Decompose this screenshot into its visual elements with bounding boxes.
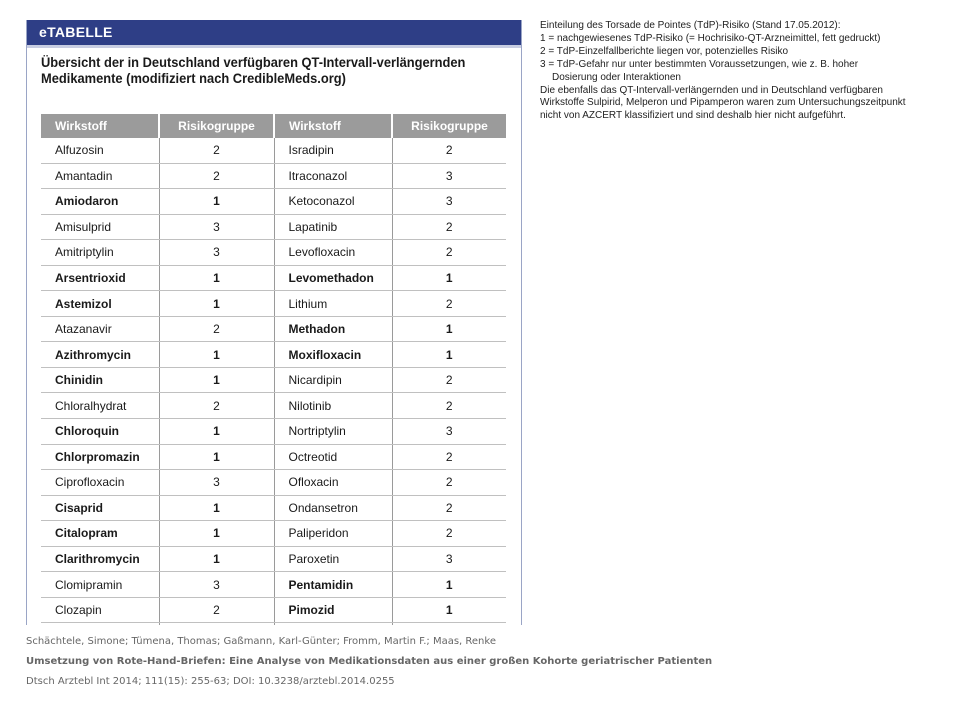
risk-group-cell: 1	[159, 419, 274, 445]
drug-name-cell: Nilotinib	[274, 393, 392, 419]
table-row	[41, 240, 506, 266]
risk-group-cell	[392, 623, 506, 625]
table-row	[41, 546, 506, 572]
table-header-row	[41, 114, 506, 138]
legend-line: 2 = TdP-Einzelfallberichte liegen vor, potenzielles Risiko	[540, 45, 789, 57]
column-header: Wirkstoff	[274, 114, 392, 138]
drug-name-cell: Arsentrioxid	[41, 265, 159, 291]
risk-group-cell: 1	[392, 597, 506, 623]
table-row	[41, 444, 506, 470]
table-row	[41, 265, 506, 291]
brand-divider	[27, 45, 521, 48]
legend-line: 1 = nachgewiesenes TdP-Risiko (= Hochrisiko-QT-Arzneimittel, fett gedruckt)	[540, 32, 881, 44]
risk-group-cell: 1	[392, 265, 506, 291]
drug-name-cell: Chinidin	[41, 367, 159, 393]
risk-group-cell: 3	[159, 214, 274, 240]
risk-group-cell: 2	[392, 495, 506, 521]
drug-name-cell: Amitriptylin	[41, 240, 159, 266]
risk-group-cell: 2	[392, 470, 506, 496]
table-row	[41, 163, 506, 189]
drug-name-cell: Azithromycin	[41, 342, 159, 368]
risk-group-cell: 3	[159, 240, 274, 266]
drug-name-cell: Clozapin	[41, 597, 159, 623]
table-panel	[26, 20, 522, 625]
table-row	[41, 342, 506, 368]
risk-group-cell: 1	[392, 342, 506, 368]
table-row	[41, 623, 506, 625]
drug-name-cell: Chlorpromazin	[41, 444, 159, 470]
brand-bar	[27, 20, 521, 45]
risk-group-cell: 3	[159, 572, 274, 598]
risk-group-cell: 2	[392, 214, 506, 240]
risk-group-cell: 1	[159, 291, 274, 317]
drug-name-cell: Clomipramin	[41, 572, 159, 598]
column-header: Wirkstoff	[41, 114, 159, 138]
risk-group-cell: 1	[159, 521, 274, 547]
brand-label: eTABELLE	[39, 24, 113, 40]
risk-group-cell: 2	[159, 163, 274, 189]
table-row	[41, 393, 506, 419]
risk-group-cell: 1	[159, 367, 274, 393]
risk-group-cell: 2	[392, 521, 506, 547]
legend-line: Dosierung oder Interaktionen	[552, 71, 681, 83]
table-row	[41, 495, 506, 521]
drug-name-cell	[41, 623, 159, 625]
risk-group-cell: 1	[392, 572, 506, 598]
risk-group-cell: 3	[392, 419, 506, 445]
risk-group-cell: 2	[159, 597, 274, 623]
risk-group-cell: 2	[392, 138, 506, 163]
table-row	[41, 214, 506, 240]
drug-name-cell: Lapatinib	[274, 214, 392, 240]
legend-line: 3 = TdP-Gefahr nur unter bestimmten Voraussetzungen, wie z. B. hoher	[540, 58, 859, 70]
drug-name-cell: Amiodaron	[41, 189, 159, 215]
drug-name-cell: Ondansetron	[274, 495, 392, 521]
citation-authors: Schächtele, Simone; Tümena, Thomas; Gaßmann, Karl-Günter; Fromm, Martin F.; Maas, Renke	[26, 636, 496, 647]
risk-group-cell: 3	[392, 163, 506, 189]
table-title	[41, 54, 473, 86]
drug-name-cell: Amantadin	[41, 163, 159, 189]
drug-name-cell: Amisulprid	[41, 214, 159, 240]
drug-name-cell: Cisaprid	[41, 495, 159, 521]
drug-name-cell: Methadon	[274, 316, 392, 342]
drug-name-cell: Ketoconazol	[274, 189, 392, 215]
drug-table	[41, 114, 506, 625]
table-row	[41, 189, 506, 215]
table-row	[41, 572, 506, 598]
risk-group-cell: 3	[392, 189, 506, 215]
risk-group-cell: 1	[159, 265, 274, 291]
risk-group-cell: 1	[159, 342, 274, 368]
drug-name-cell: Nortriptylin	[274, 419, 392, 445]
drug-name-cell: Chloroquin	[41, 419, 159, 445]
drug-name-cell: Alfuzosin	[41, 138, 159, 163]
drug-name-cell: Isradipin	[274, 138, 392, 163]
drug-name-cell: Lithium	[274, 291, 392, 317]
risk-group-cell: 1	[392, 316, 506, 342]
risk-group-cell: 1	[159, 546, 274, 572]
citation	[26, 636, 946, 696]
drug-name-cell	[274, 623, 392, 625]
risk-group-cell: 3	[159, 470, 274, 496]
citation-source: Dtsch Arztebl Int 2014; 111(15): 255-63; DOI: 10.3238/arztebl.2014.0255	[26, 676, 395, 687]
table-row	[41, 521, 506, 547]
drug-rows	[41, 138, 506, 625]
drug-name-cell: Itraconazol	[274, 163, 392, 189]
risk-group-cell: 2	[159, 316, 274, 342]
citation-title: Umsetzung von Rote-Hand-Briefen: Eine Analyse von Medikationsdaten aus einer großen Kohorte geriatrischer Patienten	[26, 656, 713, 667]
drug-name-cell: Atazanavir	[41, 316, 159, 342]
drug-name-cell: Nicardipin	[274, 367, 392, 393]
column-header: Risikogruppe	[392, 114, 506, 138]
table-row	[41, 291, 506, 317]
drug-name-cell: Citalopram	[41, 521, 159, 547]
drug-name-cell: Astemizol	[41, 291, 159, 317]
drug-name-cell: Levofloxacin	[274, 240, 392, 266]
risk-group-cell: 2	[392, 240, 506, 266]
risk-group-cell: 1	[159, 189, 274, 215]
table-title-line: Übersicht der in Deutschland verfügbaren QT-Intervall-verlängernden	[41, 54, 466, 70]
drug-name-cell: Moxifloxacin	[274, 342, 392, 368]
legend-notes	[540, 20, 950, 123]
risk-group-cell: 2	[392, 367, 506, 393]
risk-group-cell: 2	[159, 393, 274, 419]
risk-group-cell: 2	[392, 393, 506, 419]
risk-group-cell: 1	[159, 444, 274, 470]
drug-name-cell: Paroxetin	[274, 546, 392, 572]
legend-line: Wirkstoffe Sulpirid, Melperon und Pipamperon waren zum Untersuchungszeitpunkt	[540, 97, 906, 109]
table-row	[41, 316, 506, 342]
table-title-line: Medikamente (modifiziert nach CredibleMeds.org)	[41, 70, 346, 86]
drug-name-cell: Chloralhydrat	[41, 393, 159, 419]
risk-group-cell: 3	[392, 546, 506, 572]
column-header: Risikogruppe	[159, 114, 274, 138]
drug-name-cell: Ofloxacin	[274, 470, 392, 496]
legend-line: Einteilung des Torsade de Pointes (TdP)-Risiko (Stand 17.05.2012):	[540, 20, 841, 31]
legend-line: nicht von AZCERT klassifiziert und sind deshalb hier nicht aufgeführt.	[540, 110, 846, 122]
drug-name-cell: Levomethadon	[274, 265, 392, 291]
drug-name-cell: Paliperidon	[274, 521, 392, 547]
table-row	[41, 367, 506, 393]
risk-group-cell: 2	[392, 444, 506, 470]
table-row	[41, 597, 506, 623]
drug-name-cell: Clarithromycin	[41, 546, 159, 572]
legend-line: Die ebenfalls das QT-Intervall-verlängernden und in Deutschland verfügbaren	[540, 84, 883, 96]
drug-name-cell: Pimozid	[274, 597, 392, 623]
table-row	[41, 419, 506, 445]
risk-group-cell: 1	[159, 495, 274, 521]
risk-group-cell	[159, 623, 274, 625]
drug-name-cell: Octreotid	[274, 444, 392, 470]
table-row	[41, 470, 506, 496]
drug-name-cell: Ciprofloxacin	[41, 470, 159, 496]
table-row	[41, 138, 506, 163]
drug-name-cell: Pentamidin	[274, 572, 392, 598]
risk-group-cell: 2	[159, 138, 274, 163]
risk-group-cell: 2	[392, 291, 506, 317]
